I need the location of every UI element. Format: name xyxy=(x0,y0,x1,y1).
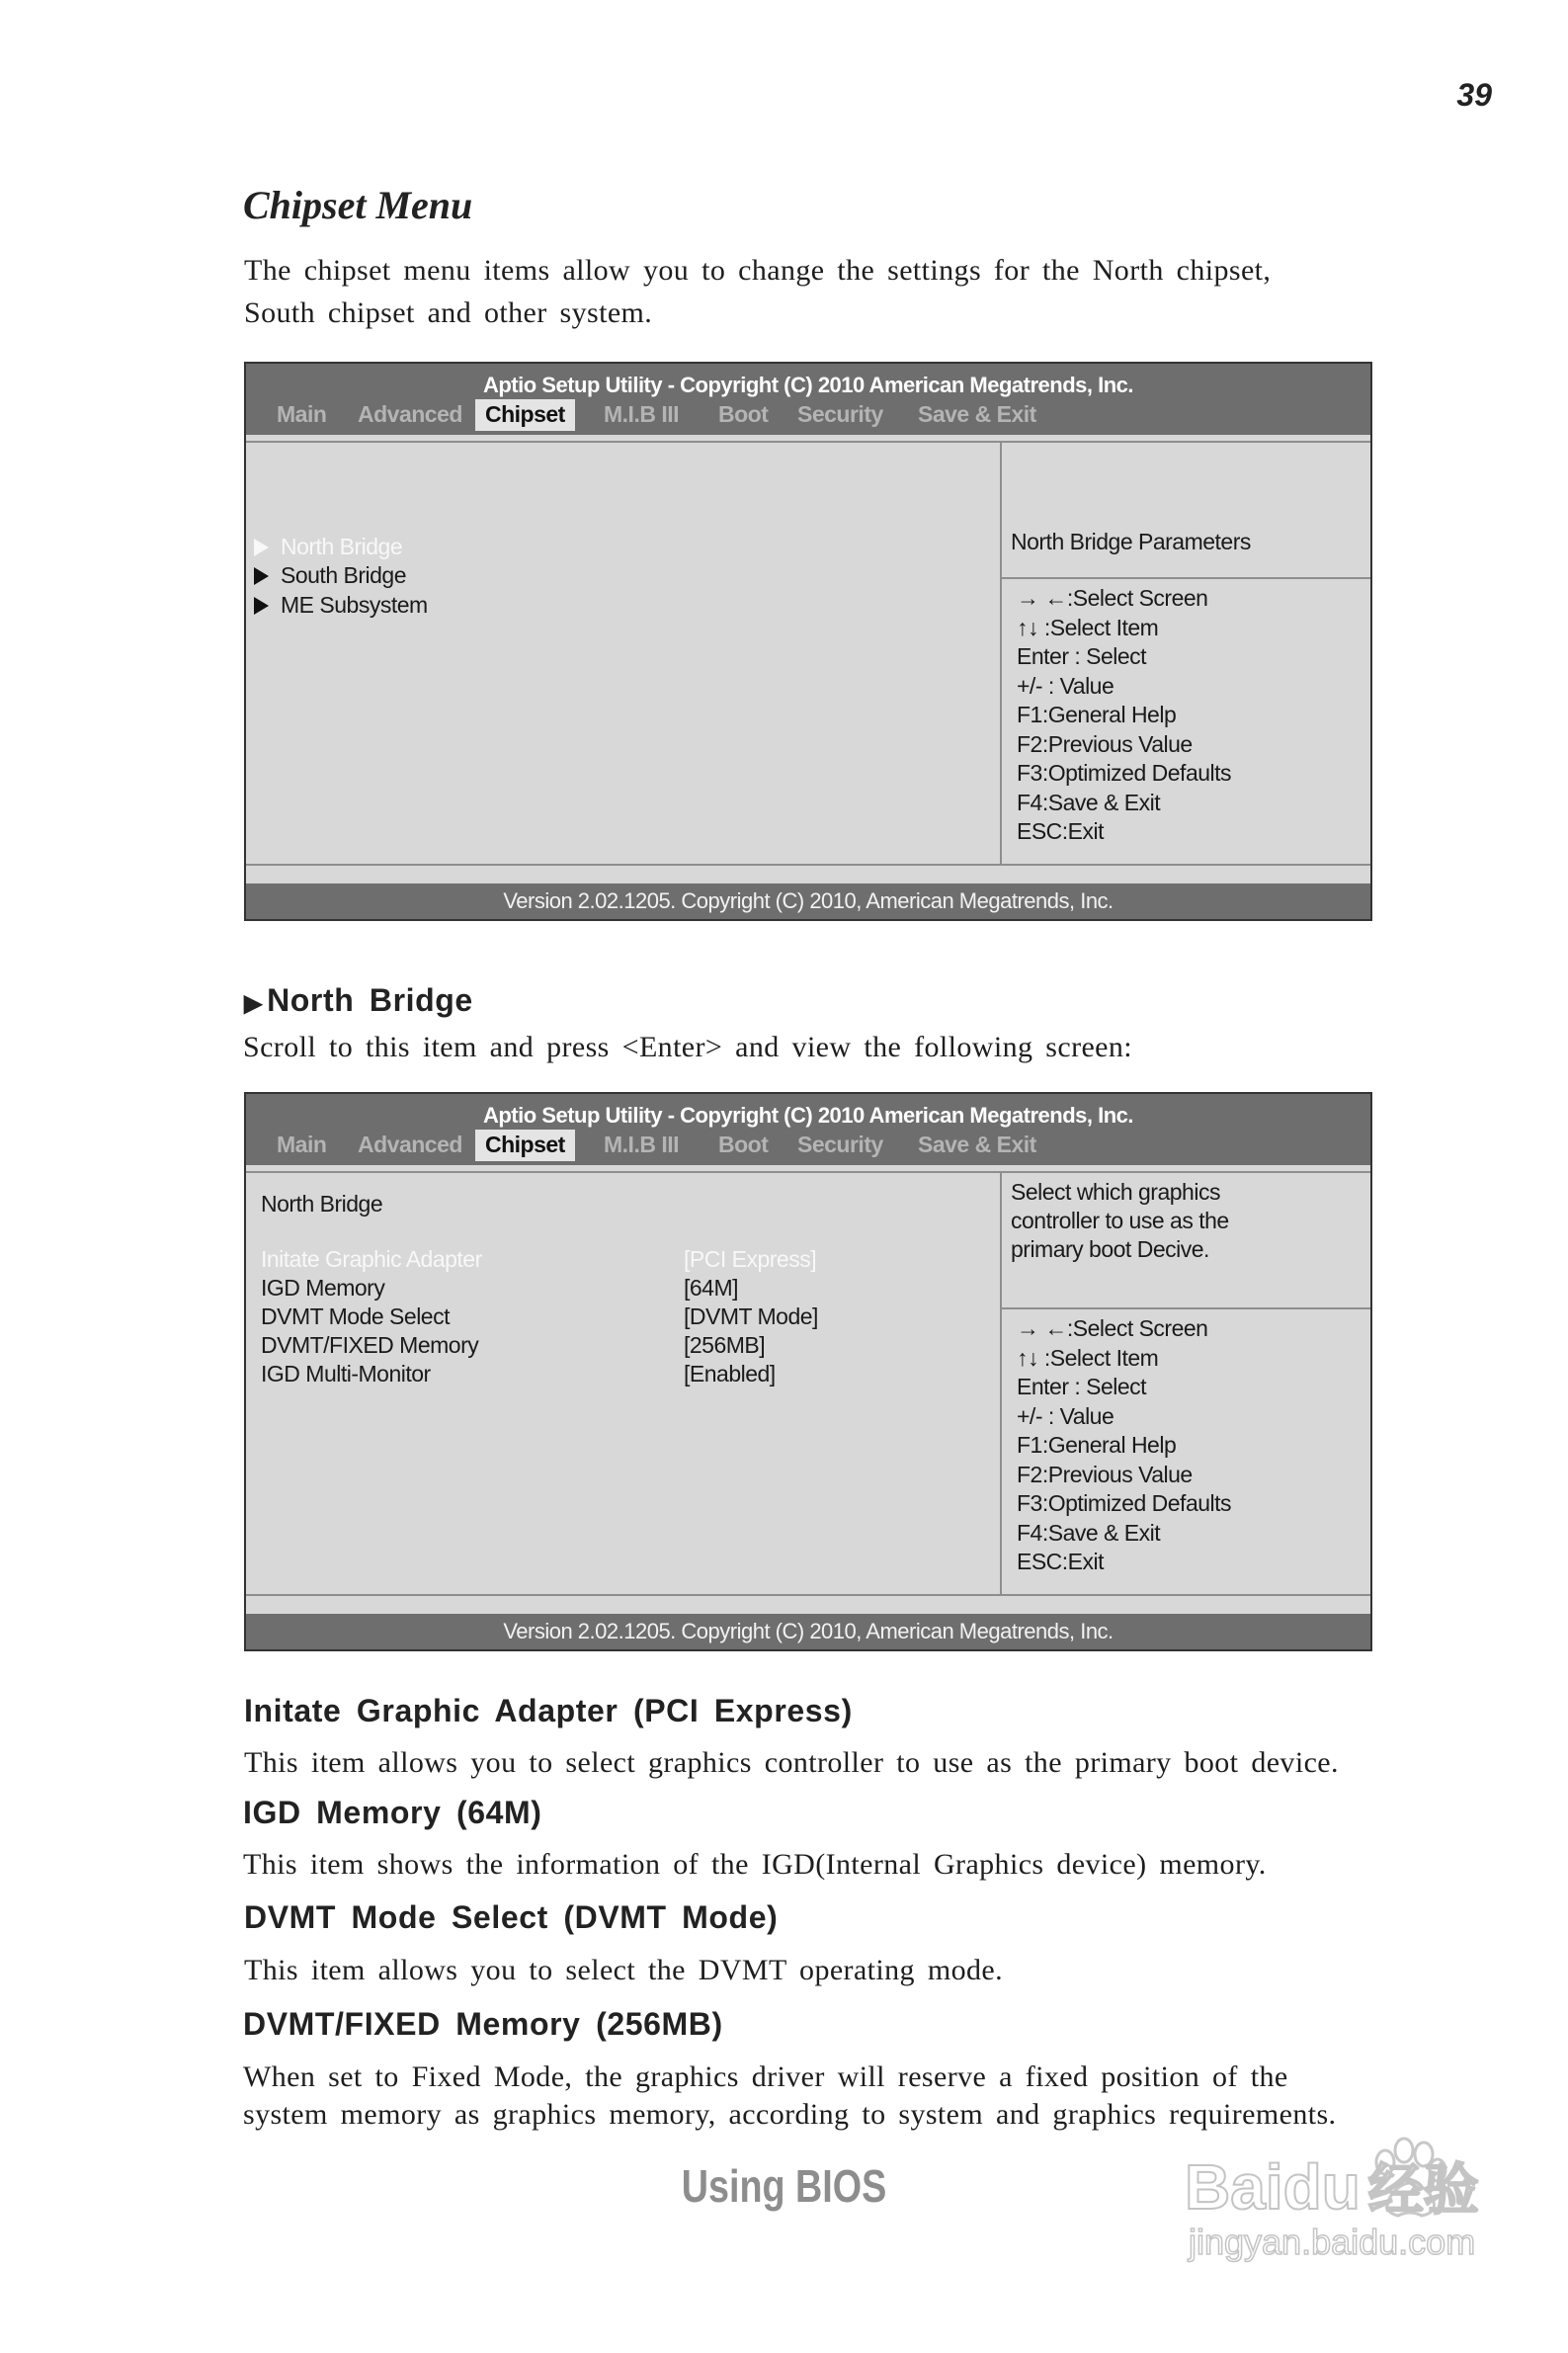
bios-title: Aptio Setup Utility - Copyright (C) 2010 American Megatrends, Inc. xyxy=(482,373,1134,397)
key-esc: ESC:Exit xyxy=(1017,1549,1105,1574)
bios-screen-north-bridge xyxy=(244,1092,1372,1651)
bios-footer: Version 2.02.1205. Copyright (C) 2010, American Megatrends, Inc. xyxy=(246,1614,1370,1649)
submenu-arrow-icon xyxy=(254,597,269,615)
key-f1: F1:General Help xyxy=(1017,702,1177,727)
tab-security[interactable]: Security xyxy=(797,1132,883,1157)
tab-chipset[interactable]: Chipset xyxy=(475,1130,575,1161)
help-text: North Bridge Parameters xyxy=(1011,529,1251,554)
option-label-dvmt-fixed-memory[interactable]: DVMT/FIXED Memory xyxy=(261,1332,479,1358)
section-title: Chipset Menu xyxy=(243,183,473,227)
key-f2: F2:Previous Value xyxy=(1017,1461,1193,1487)
bios-tabs xyxy=(246,399,1370,429)
tab-boot[interactable]: Boot xyxy=(718,401,769,427)
key-enter: Enter : Select xyxy=(1017,643,1147,669)
desc-text-dvmt-fixed-memory-1: When set to Fixed Mode, the graphics driver will reserve a fixed position of the xyxy=(243,2060,1288,2093)
bios-tabs xyxy=(246,1130,1370,1159)
help-line-2: controller to use as the xyxy=(1011,1208,1229,1233)
option-value-dvmt-mode-select[interactable]: [DVMT Mode] xyxy=(684,1303,818,1329)
baidu-watermark xyxy=(1175,2113,1550,2261)
key-f4: F4:Save & Exit xyxy=(1017,1519,1161,1546)
desc-text-igd-memory: This item shows the information of the IGD(Internal Graphics device) memory. xyxy=(243,1848,1267,1881)
bios-body xyxy=(246,1165,1370,1614)
key-f4: F4:Save & Exit xyxy=(1017,789,1161,815)
key-f3: F3:Optimized Defaults xyxy=(1017,1490,1232,1516)
key-f3: F3:Optimized Defaults xyxy=(1017,760,1232,786)
key-select-screen: → ←:Select Screen xyxy=(1017,1315,1208,1341)
bios-title: Aptio Setup Utility - Copyright (C) 2010 American Megatrends, Inc. xyxy=(482,1103,1134,1128)
watermark-brand-cn: 经验 xyxy=(1367,2158,1479,2221)
pointer-triangle-icon: ▶ xyxy=(244,990,264,1017)
intro-line-2: South chipset and other system. xyxy=(244,296,653,329)
tab-save-exit[interactable]: Save & Exit xyxy=(918,401,1036,427)
up-down-arrows-icon: ↑↓ xyxy=(1017,1344,1044,1371)
help-line-3: primary boot Decive. xyxy=(1011,1236,1209,1262)
left-right-arrows-icon: → ← xyxy=(1017,585,1067,611)
help-line-1: Select which graphics xyxy=(1011,1179,1220,1205)
watermark-brand: Baidu xyxy=(1185,2151,1361,2223)
option-value-igd-multi-monitor[interactable]: [Enabled] xyxy=(684,1361,776,1387)
key-select-screen: → ←:Select Screen xyxy=(1017,585,1208,611)
tab-main[interactable]: Main xyxy=(277,401,327,427)
menu-item-south-bridge[interactable]: South Bridge xyxy=(254,562,406,589)
submenu-arrow-icon xyxy=(254,567,269,585)
north-bridge-instruction: Scroll to this item and press <Enter> and view the following screen: xyxy=(243,1031,1133,1063)
bios-body xyxy=(246,435,1370,883)
left-right-arrows-icon: → ← xyxy=(1017,1315,1067,1341)
bios-footer: Version 2.02.1205. Copyright (C) 2010, American Megatrends, Inc. xyxy=(246,883,1370,919)
option-value-dvmt-fixed-memory[interactable]: [256MB] xyxy=(684,1332,766,1358)
menu-item-me-subsystem[interactable]: ME Subsystem xyxy=(254,592,428,619)
tab-mib[interactable]: M.I.B III xyxy=(604,1132,679,1157)
option-label-dvmt-mode-select[interactable]: DVMT Mode Select xyxy=(261,1303,450,1329)
key-select-item: ↑↓ :Select Item xyxy=(1017,1344,1159,1371)
desc-title-igd-memory: IGD Memory (64M) xyxy=(243,1795,542,1830)
key-f2: F2:Previous Value xyxy=(1017,730,1193,757)
up-down-arrows-icon: ↑↓ xyxy=(1017,614,1044,640)
tab-boot[interactable]: Boot xyxy=(718,1132,769,1157)
desc-text-dvmt-fixed-memory-2: system memory as graphics memory, according to system and graphics requirements. xyxy=(243,2098,1337,2131)
desc-title-dvmt-fixed-memory: DVMT/FIXED Memory (256MB) xyxy=(243,2006,723,2042)
desc-title-dvmt-mode-select: DVMT Mode Select (DVMT Mode) xyxy=(244,1899,779,1935)
option-label-initate-graphic-adapter[interactable]: Initate Graphic Adapter xyxy=(261,1246,482,1272)
key-legend xyxy=(1017,585,1231,848)
option-label-igd-memory[interactable]: IGD Memory xyxy=(261,1275,385,1301)
page-number: 39 xyxy=(1456,77,1492,113)
menu-item-north-bridge[interactable]: North Bridge xyxy=(254,534,402,560)
submenu-arrow-icon xyxy=(254,539,269,556)
north-bridge-heading: ▶ North Bridge xyxy=(244,982,473,1018)
key-legend xyxy=(1017,1315,1231,1578)
key-select-item: ↑↓ :Select Item xyxy=(1017,614,1159,640)
desc-title-initate-graphic-adapter: Initate Graphic Adapter (PCI Express) xyxy=(244,1693,853,1728)
key-esc: ESC:Exit xyxy=(1017,818,1105,844)
tab-advanced[interactable]: Advanced xyxy=(358,401,462,427)
intro-line-1: The chipset menu items allow you to change the settings for the North chipset, xyxy=(244,254,1272,287)
tab-main[interactable]: Main xyxy=(277,1132,327,1157)
bios-header xyxy=(246,1094,1370,1165)
option-label-igd-multi-monitor[interactable]: IGD Multi-Monitor xyxy=(261,1361,431,1387)
key-value: +/- : Value xyxy=(1017,672,1114,699)
footer-label: Using BIOS xyxy=(681,2160,887,2212)
tab-advanced[interactable]: Advanced xyxy=(358,1132,462,1157)
tab-chipset[interactable]: Chipset xyxy=(475,399,575,431)
key-enter: Enter : Select xyxy=(1017,1374,1147,1399)
tab-mib[interactable]: M.I.B III xyxy=(604,401,679,427)
bios-screen-chipset xyxy=(244,362,1372,921)
option-value-igd-memory: [64M] xyxy=(684,1275,739,1301)
submenu-title: North Bridge xyxy=(261,1191,383,1217)
tab-save-exit[interactable]: Save & Exit xyxy=(918,1132,1036,1157)
desc-text-dvmt-mode-select: This item allows you to select the DVMT operating mode. xyxy=(244,1954,1003,1986)
key-f1: F1:General Help xyxy=(1017,1432,1177,1458)
tab-security[interactable]: Security xyxy=(797,401,883,427)
key-value: +/- : Value xyxy=(1017,1402,1114,1429)
option-value-initate-graphic-adapter[interactable]: [PCI Express] xyxy=(684,1246,817,1272)
desc-text-initate-graphic-adapter: This item allows you to select graphics controller to use as the primary boot device. xyxy=(244,1746,1339,1779)
bios-header xyxy=(246,364,1370,435)
watermark-url: jingyan.baidu.com xyxy=(1189,2222,1476,2262)
